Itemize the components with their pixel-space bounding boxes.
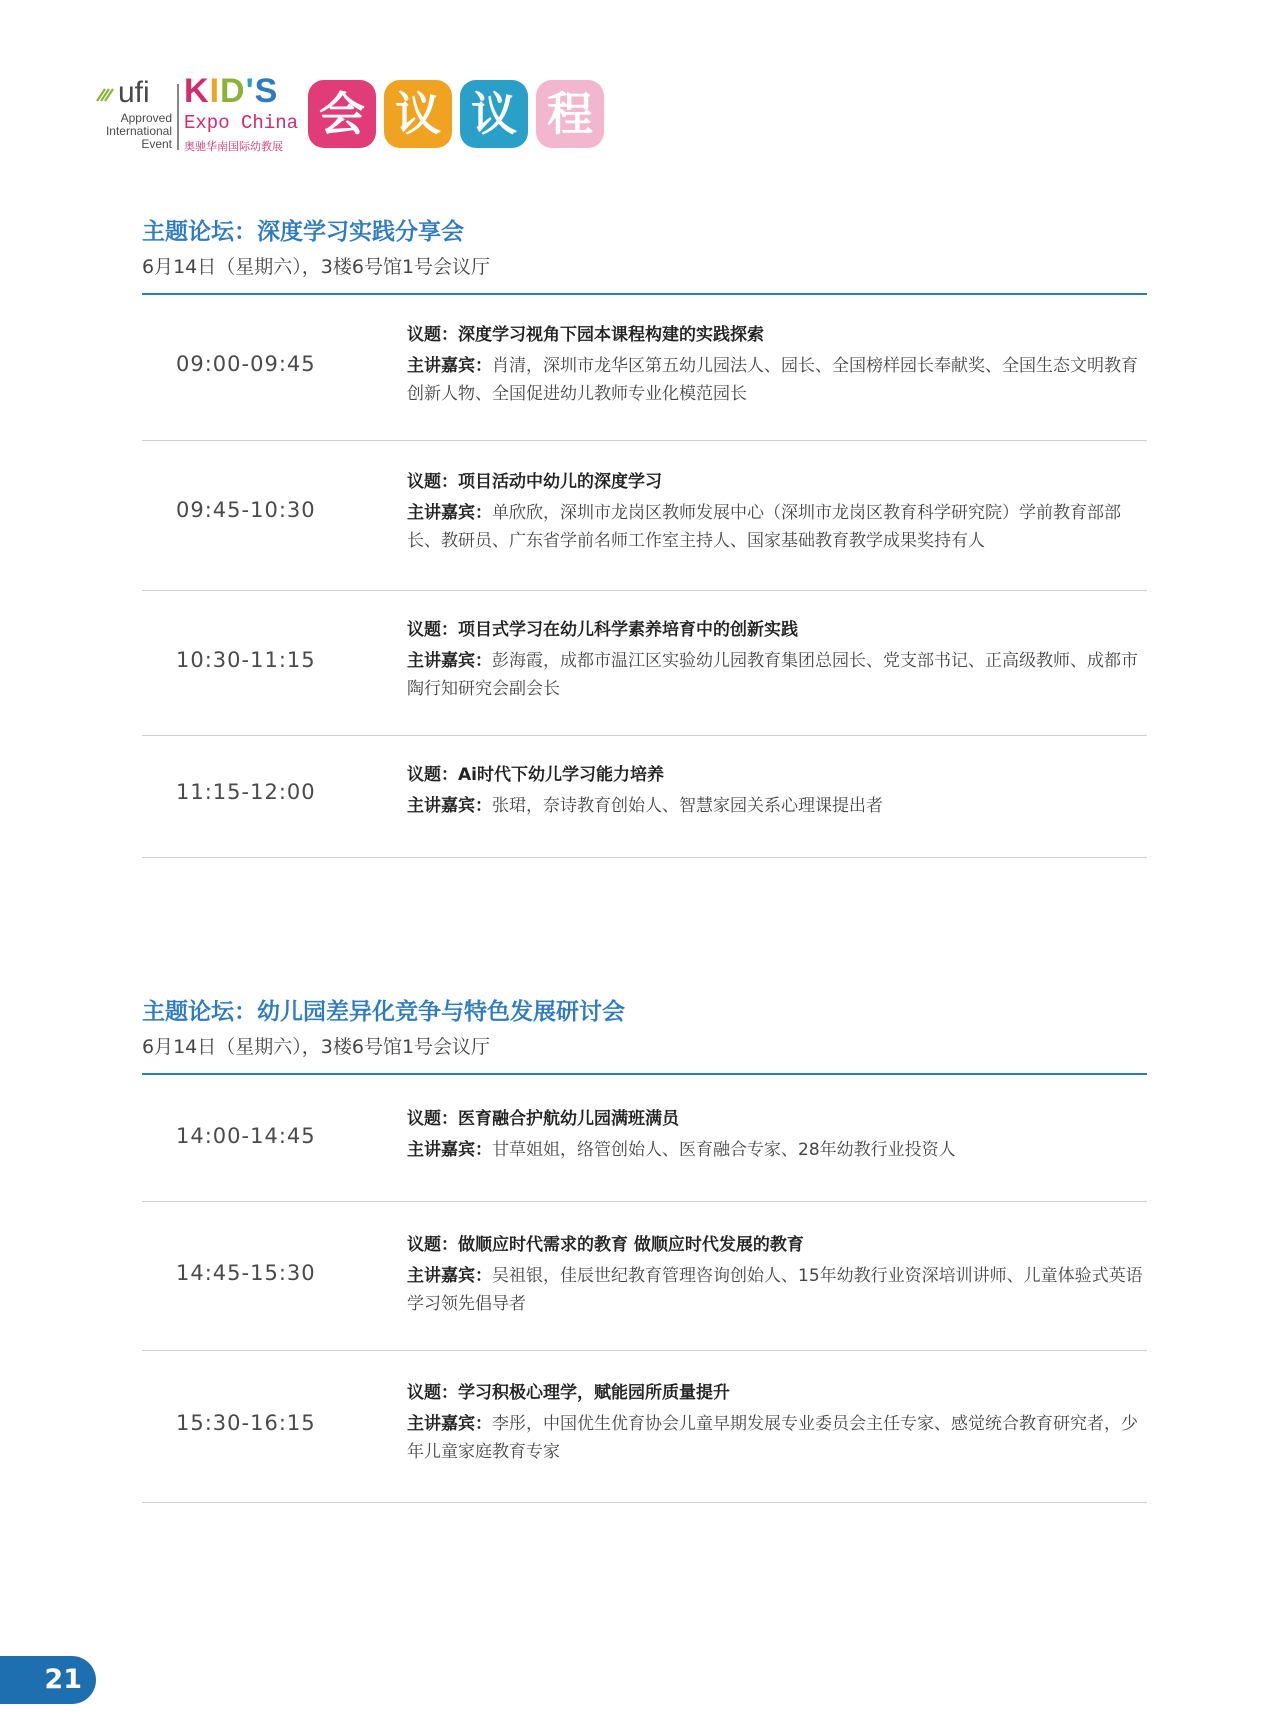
agenda-row [142,736,1147,858]
session-detail [407,1231,1152,1318]
kids-apostrophe: ' [245,72,255,110]
speaker-info: 彭海霞，成都市温江区实验幼儿园教育集团总园长、党支部书记、正高级教师、成都市陶行知研究会副会长 [407,651,1138,699]
session-topic: 议题：学习积极心理学，赋能园所质量提升 [407,1383,730,1403]
speaker-label: 主讲嘉宾： [407,651,492,671]
speaker-info: 肖清，深圳市龙华区第五幼儿园法人、园长、全国榜样园长奉献奖、全国生态文明教育创新人物、全国促进幼儿教师专业化模范园长 [407,356,1138,404]
session-time: 14:45-15:30 [176,1261,316,1285]
kids-letter-k: K [184,72,210,110]
page-number: 21 [0,1656,96,1704]
speaker-info: 李彤，中国优生优育协会儿童早期发展专业委员会主任专家、感觉统合教育研究者，少年儿童家庭教育专家 [407,1414,1138,1462]
ufi-international: International [105,124,172,138]
agenda-row [142,591,1147,736]
speaker-info: 单欣欣，深圳市龙岗区教师发展中心（深圳市龙岗区教育科学研究院）学前教育部部长、教研员、广东省学前名师工作室主持人、国家基础教育教学成果奖持有人 [407,503,1121,551]
speaker-label: 主讲嘉宾： [407,796,492,816]
session-topic: 议题：医育融合护航幼儿园满班满员 [407,1109,679,1129]
section-title: 主题论坛：幼儿园差异化竞争与特色发展研讨会 [142,999,625,1025]
expo-china-text: Expo China [184,112,299,134]
forum-section-differentiation [142,996,1147,1503]
badge-char-2: 议 [384,80,452,148]
speaker-label: 主讲嘉宾： [407,1140,492,1160]
session-detail [407,1105,1152,1164]
forum-section-deep-learning [142,216,1147,858]
speaker-info: 甘草姐姐，络管创始人、医育融合专家、28年幼教行业投资人 [492,1140,956,1160]
kids-letter-d: D [220,72,246,110]
agenda-row [142,1075,1147,1202]
session-time: 14:00-14:45 [176,1124,316,1148]
kids-letter-s: S [254,72,279,110]
session-speaker [407,792,1152,820]
session-topic: 议题：项目活动中幼儿的深度学习 [407,472,662,492]
ufi-wordmark: ufi [118,76,150,109]
speaker-label: 主讲嘉宾： [407,356,492,376]
badge-char-4: 程 [536,80,604,148]
session-time: 09:45-10:30 [176,498,316,522]
session-time: 10:30-11:15 [176,648,316,672]
session-speaker [407,499,1152,555]
session-detail [407,616,1152,703]
session-topic: 议题：深度学习视角下园本课程构建的实践探索 [407,325,764,345]
kids-letter-i: I [209,72,221,110]
kids-wordmark [184,72,278,111]
badge-char-1: 会 [308,80,376,148]
page-header [82,72,642,154]
agenda-title-badges [308,80,604,148]
session-topic: 议题：项目式学习在幼儿科学素养培育中的创新实践 [407,620,798,640]
session-detail [407,468,1152,555]
badge-char-3: 议 [460,80,528,148]
session-speaker [407,647,1152,703]
session-time: 11:15-12:00 [176,780,316,804]
session-speaker [407,352,1152,408]
ufi-approved: Approved [120,111,172,125]
session-detail [407,321,1152,408]
speaker-label: 主讲嘉宾： [407,503,492,523]
session-time: 15:30-16:15 [176,1411,316,1435]
section-date-venue: 6月14日（星期六），3楼6号馆1号会议厅 [142,1036,491,1058]
section-date-venue: 6月14日（星期六），3楼6号馆1号会议厅 [142,256,491,278]
ufi-logo [82,78,172,154]
speaker-label: 主讲嘉宾： [407,1266,492,1286]
agenda-row [142,1351,1147,1503]
logo-divider [177,84,179,150]
speaker-label: 主讲嘉宾： [407,1414,492,1434]
session-speaker [407,1410,1152,1466]
session-time: 09:00-09:45 [176,352,316,376]
kids-expo-logo [184,72,304,154]
agenda-row [142,295,1147,441]
speaker-info: 吴祖银，佳辰世纪教育管理咨询创始人、15年幼教行业资深培训讲师、儿童体验式英语学习领先倡导者 [407,1266,1143,1314]
session-detail [407,761,1152,820]
session-speaker [407,1262,1152,1318]
ufi-event: Event [141,137,172,151]
session-topic: 议题：Ai时代下幼儿学习能力培养 [407,765,664,785]
agenda-row [142,441,1147,591]
session-speaker [407,1136,1152,1164]
agenda-row [142,1202,1147,1351]
speaker-info: 张珺，奈诗教育创始人、智慧家园关系心理课提出者 [492,796,883,816]
session-detail [407,1379,1152,1466]
session-topic: 议题：做顺应时代需求的教育 做顺应时代发展的教育 [407,1235,804,1255]
section-title: 主题论坛：深度学习实践分享会 [142,219,464,245]
ufi-swoosh-icon [96,84,116,102]
expo-chinese-name: 奥驰华南国际幼教展 [184,140,283,153]
